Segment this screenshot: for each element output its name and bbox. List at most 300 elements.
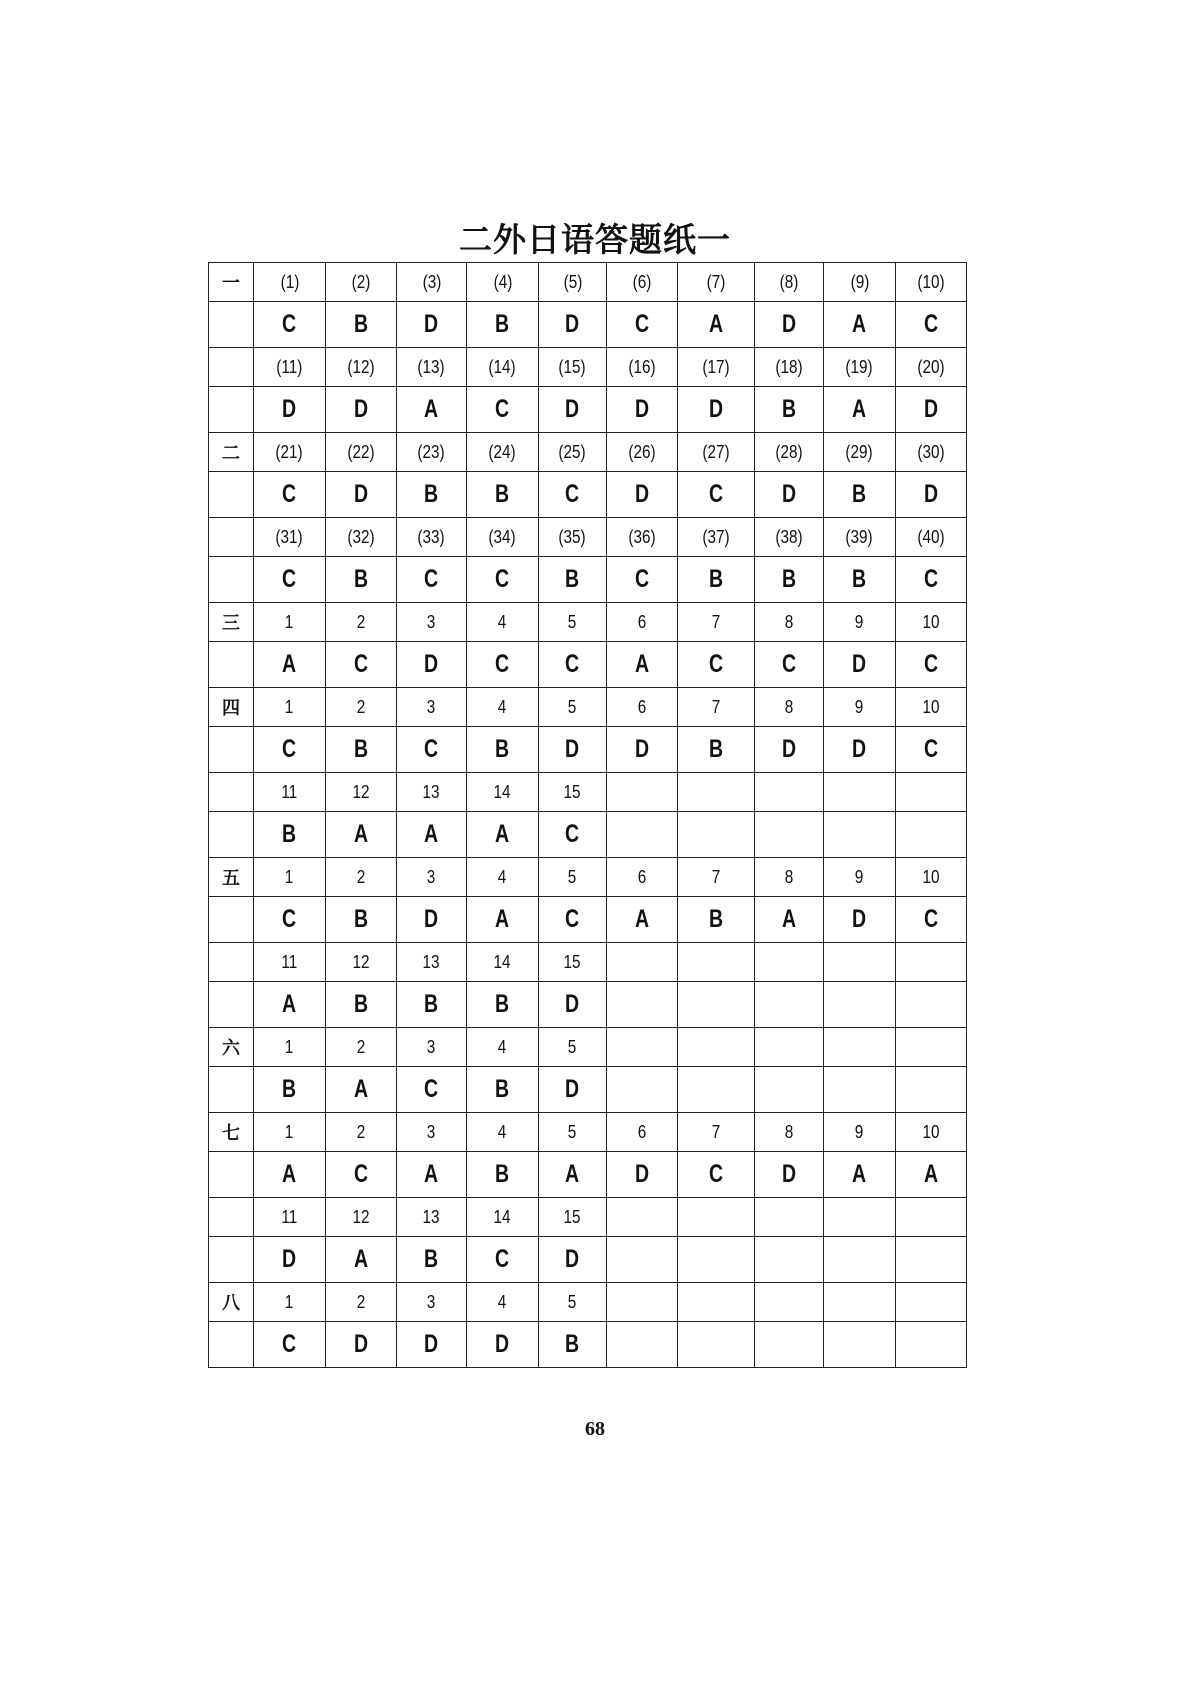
question-number-cell (397, 348, 467, 387)
question-number-cell (824, 1283, 896, 1322)
section-label (209, 1322, 254, 1368)
question-number-cell (539, 1198, 607, 1237)
answer-letter: B (495, 480, 510, 508)
question-number: 12 (352, 951, 370, 972)
answer-cell (467, 302, 539, 348)
question-number-cell (467, 1113, 539, 1152)
question-number: (35) (558, 526, 587, 547)
question-number: 1 (285, 1291, 294, 1312)
answer-letter: D (781, 480, 797, 508)
question-number: 9 (855, 696, 864, 717)
section-label (209, 472, 254, 518)
question-number-cell (397, 688, 467, 727)
answer-letter: A (282, 1160, 297, 1188)
question-number-cell (824, 688, 896, 727)
answer-letter: C (282, 735, 297, 763)
section-label (209, 348, 254, 387)
answer-cell (678, 472, 755, 518)
answer-letter: C (424, 565, 439, 593)
question-number: 2 (356, 866, 366, 887)
question-number-cell (539, 433, 607, 472)
answer-cell (254, 897, 326, 943)
question-number-cell (254, 518, 326, 557)
question-number-cell (254, 688, 326, 727)
answer-cell (326, 812, 397, 858)
answer-letter: D (852, 735, 867, 763)
question-number-cell (607, 603, 678, 642)
question-number-cell (755, 348, 824, 387)
question-number: 10 (922, 611, 940, 632)
question-number: 12 (352, 781, 370, 802)
answer-row (209, 1237, 967, 1283)
question-number: 9 (855, 866, 864, 887)
answer-letter: C (282, 310, 297, 338)
question-number: 8 (784, 866, 794, 887)
question-number-cell (678, 773, 755, 812)
question-number-cell (607, 1198, 678, 1237)
answer-letter: A (495, 905, 510, 933)
answer-cell (539, 642, 607, 688)
answer-cell (755, 1067, 824, 1113)
question-number-cell (539, 263, 607, 302)
question-number: (3) (422, 271, 441, 292)
section-label: 四 (209, 688, 254, 727)
question-number-cell (824, 858, 896, 897)
section-label (209, 812, 254, 858)
answer-cell (254, 812, 326, 858)
question-number: 14 (493, 1206, 512, 1227)
answer-letter: B (424, 480, 439, 508)
answer-cell (755, 387, 824, 433)
answer-cell (755, 727, 824, 773)
answer-letter: D (353, 480, 369, 508)
answer-cell (467, 387, 539, 433)
answer-cell (397, 1322, 467, 1368)
answer-cell (326, 1237, 397, 1283)
question-number: (34) (488, 526, 517, 547)
answer-cell (896, 897, 967, 943)
question-number-row (209, 433, 967, 472)
answer-cell (678, 982, 755, 1028)
section-label: 三 (209, 603, 254, 642)
answer-cell (678, 557, 755, 603)
answer-letter: C (282, 480, 297, 508)
question-number: 2 (356, 1291, 366, 1312)
answer-cell (397, 1067, 467, 1113)
question-number-cell (326, 348, 397, 387)
question-number-row (209, 1113, 967, 1152)
answer-letter: D (852, 905, 867, 933)
answer-cell (607, 557, 678, 603)
answer-letter: C (353, 1160, 369, 1188)
answer-row (209, 387, 967, 433)
answer-letter: C (565, 905, 580, 933)
question-number-cell (896, 773, 967, 812)
answer-cell (467, 1152, 539, 1198)
question-number: (21) (275, 441, 304, 462)
question-number-cell (467, 603, 539, 642)
question-number: 13 (422, 951, 441, 972)
question-number: (16) (628, 356, 656, 377)
answer-cell (755, 642, 824, 688)
answer-letter: C (282, 565, 297, 593)
question-number: 2 (356, 696, 366, 717)
answer-row (209, 982, 967, 1028)
question-number: 8 (784, 1121, 794, 1142)
answer-letter: A (353, 820, 369, 848)
answer-letter: C (424, 1075, 439, 1103)
answer-letter: B (353, 310, 369, 338)
question-number-cell (539, 348, 607, 387)
question-number: (20) (917, 356, 945, 377)
answer-cell (254, 982, 326, 1028)
answer-letter: D (565, 735, 580, 763)
question-number-cell (326, 943, 397, 982)
answer-letter: B (424, 1245, 439, 1273)
answer-letter: A (634, 650, 650, 678)
question-number-cell (824, 943, 896, 982)
answer-letter: D (708, 395, 724, 423)
question-number-cell (678, 858, 755, 897)
answer-cell (824, 812, 896, 858)
question-number-cell (755, 263, 824, 302)
question-number: 8 (784, 611, 794, 632)
answer-cell (824, 897, 896, 943)
answer-letter: B (495, 990, 510, 1018)
answer-cell (539, 472, 607, 518)
question-number: (25) (558, 441, 587, 462)
question-number-cell (678, 1028, 755, 1067)
question-number-cell (896, 263, 967, 302)
answer-letter: B (495, 735, 510, 763)
answer-cell (824, 642, 896, 688)
section-label (209, 1198, 254, 1237)
question-number: 2 (356, 1036, 366, 1057)
question-number: 15 (563, 1206, 582, 1227)
question-number-cell (397, 433, 467, 472)
question-number-cell (678, 1283, 755, 1322)
question-number: 10 (922, 696, 940, 717)
answer-letter: B (282, 1075, 297, 1103)
question-number-cell (824, 433, 896, 472)
question-number-cell (678, 433, 755, 472)
question-number: (31) (275, 526, 304, 547)
question-number: (39) (845, 526, 874, 547)
question-number: (30) (917, 441, 945, 462)
question-number-row (209, 858, 967, 897)
section-label: 一 (209, 263, 254, 302)
question-number-cell (607, 518, 678, 557)
question-number-cell (326, 688, 397, 727)
answer-cell (397, 1237, 467, 1283)
question-number-cell (397, 1283, 467, 1322)
answer-letter: A (634, 905, 650, 933)
answer-letter: D (495, 1330, 510, 1358)
question-number-cell (397, 518, 467, 557)
answer-letter: C (495, 395, 510, 423)
question-number: (12) (347, 356, 375, 377)
question-number-cell (607, 348, 678, 387)
answer-cell (896, 472, 967, 518)
section-label (209, 557, 254, 603)
answer-letter: D (424, 310, 439, 338)
question-number: 7 (711, 1121, 721, 1142)
question-number: (36) (628, 526, 656, 547)
answer-cell (896, 812, 967, 858)
answer-cell (254, 387, 326, 433)
question-number-cell (539, 1113, 607, 1152)
question-number: 1 (285, 866, 294, 887)
question-number: 7 (711, 696, 721, 717)
question-number-cell (397, 1113, 467, 1152)
answer-letter: D (353, 395, 369, 423)
question-number: 9 (855, 611, 864, 632)
question-number: 4 (498, 1036, 507, 1057)
section-label: 六 (209, 1028, 254, 1067)
answer-cell (607, 1152, 678, 1198)
question-number-cell (467, 943, 539, 982)
answer-cell (397, 387, 467, 433)
answer-letter: C (634, 565, 650, 593)
answer-letter: D (565, 1245, 580, 1273)
question-number-cell (896, 943, 967, 982)
answer-letter: C (495, 1245, 510, 1273)
question-number: 11 (281, 1206, 298, 1227)
answer-cell (467, 727, 539, 773)
answer-cell (824, 1067, 896, 1113)
question-number: 6 (637, 1121, 647, 1142)
question-number: (18) (775, 356, 803, 377)
question-number: 4 (498, 1121, 507, 1142)
answer-cell (678, 727, 755, 773)
question-number-cell (539, 773, 607, 812)
question-number-cell (467, 1028, 539, 1067)
answer-cell (896, 982, 967, 1028)
answer-cell (824, 557, 896, 603)
answer-cell (896, 1237, 967, 1283)
answer-cell (896, 302, 967, 348)
question-number: (37) (702, 526, 730, 547)
answer-cell (326, 1152, 397, 1198)
answer-cell (254, 1322, 326, 1368)
question-number-cell (678, 688, 755, 727)
question-number: 5 (568, 866, 577, 887)
question-number: (4) (493, 271, 512, 292)
question-number: (17) (702, 356, 730, 377)
answer-letter: D (781, 735, 797, 763)
question-number-cell (397, 1028, 467, 1067)
question-number-row (209, 773, 967, 812)
question-number: (1) (280, 271, 299, 292)
answer-letter: B (708, 565, 724, 593)
question-number-cell (607, 433, 678, 472)
question-number-cell (678, 1198, 755, 1237)
question-number: 1 (285, 696, 294, 717)
answer-letter: D (565, 395, 580, 423)
question-number: 3 (427, 866, 436, 887)
answer-letter: C (923, 565, 939, 593)
answer-cell (607, 302, 678, 348)
question-number-cell (678, 348, 755, 387)
question-number-cell (896, 603, 967, 642)
answer-cell (397, 557, 467, 603)
answer-letter: B (852, 480, 867, 508)
question-number-cell (607, 688, 678, 727)
answer-cell (254, 1152, 326, 1198)
answer-letter: B (353, 905, 369, 933)
question-number-row (209, 688, 967, 727)
page-title: 二外日语答题纸一 (459, 220, 731, 259)
answer-letter: C (923, 905, 939, 933)
answer-letter: B (353, 735, 369, 763)
answer-letter: C (424, 735, 439, 763)
answer-letter: A (495, 820, 510, 848)
question-number: 2 (356, 1121, 366, 1142)
answer-cell (539, 897, 607, 943)
question-number: 10 (922, 866, 940, 887)
answer-letter: D (634, 1160, 650, 1188)
question-number-cell (326, 603, 397, 642)
question-number-cell (824, 1198, 896, 1237)
answer-cell (326, 982, 397, 1028)
answer-cell (326, 472, 397, 518)
answer-cell (896, 1152, 967, 1198)
question-number: (32) (347, 526, 375, 547)
answer-letter: C (495, 650, 510, 678)
question-number-cell (254, 348, 326, 387)
question-number-cell (467, 1283, 539, 1322)
answer-letter: B (781, 565, 797, 593)
question-number: (9) (850, 271, 869, 292)
question-number-cell (824, 773, 896, 812)
question-number-cell (896, 1198, 967, 1237)
question-number-cell (397, 1198, 467, 1237)
answer-letter: B (495, 1075, 510, 1103)
answer-cell (254, 642, 326, 688)
answer-cell (678, 387, 755, 433)
question-number-cell (824, 348, 896, 387)
question-number: (19) (845, 356, 874, 377)
answer-row (209, 1152, 967, 1198)
answer-cell (539, 557, 607, 603)
answer-cell (326, 1322, 397, 1368)
question-number-cell (896, 1113, 967, 1152)
answer-cell (607, 897, 678, 943)
answer-letter: C (708, 480, 724, 508)
answer-cell (254, 1237, 326, 1283)
question-number-cell (539, 1283, 607, 1322)
question-number-cell (254, 943, 326, 982)
question-number: 5 (568, 696, 577, 717)
answer-cell (755, 982, 824, 1028)
answer-row (209, 1322, 967, 1368)
question-number: (29) (845, 441, 874, 462)
answer-letter: D (923, 480, 939, 508)
question-number: (11) (276, 356, 303, 377)
question-number: 7 (711, 611, 721, 632)
answer-cell (397, 642, 467, 688)
question-number: (5) (563, 271, 582, 292)
answer-letter: C (923, 310, 939, 338)
answer-letter: D (565, 1075, 580, 1103)
answer-cell (896, 1067, 967, 1113)
answer-letter: D (565, 990, 580, 1018)
answer-cell (254, 302, 326, 348)
question-number: 8 (784, 696, 794, 717)
question-number-cell (607, 1283, 678, 1322)
question-number-cell (896, 858, 967, 897)
answer-letter: B (353, 565, 369, 593)
question-number: 10 (922, 1121, 940, 1142)
question-number-cell (678, 263, 755, 302)
question-number: 5 (568, 611, 577, 632)
section-label (209, 518, 254, 557)
answer-cell (607, 1067, 678, 1113)
question-number-cell (539, 603, 607, 642)
answer-cell (824, 1152, 896, 1198)
answer-letter: B (781, 395, 797, 423)
section-label (209, 387, 254, 433)
answer-cell (824, 727, 896, 773)
answer-cell (755, 302, 824, 348)
answer-row (209, 472, 967, 518)
answer-cell (539, 302, 607, 348)
answer-letter: D (282, 395, 297, 423)
answer-letter: D (923, 395, 939, 423)
answer-letter: A (565, 1160, 580, 1188)
question-number-cell (824, 603, 896, 642)
answer-cell (326, 557, 397, 603)
answer-cell (755, 557, 824, 603)
answer-cell (678, 1152, 755, 1198)
answer-cell (397, 982, 467, 1028)
answer-cell (539, 1152, 607, 1198)
question-number: 3 (427, 696, 436, 717)
answer-cell (607, 472, 678, 518)
answer-cell (397, 1152, 467, 1198)
question-number-cell (397, 943, 467, 982)
question-number-cell (896, 1283, 967, 1322)
question-number-cell (896, 1028, 967, 1067)
answer-letter: A (424, 1160, 439, 1188)
section-label (209, 897, 254, 943)
question-number-cell (467, 858, 539, 897)
question-number-cell (607, 1028, 678, 1067)
answer-cell (254, 1067, 326, 1113)
section-label: 七 (209, 1113, 254, 1152)
question-number-cell (254, 773, 326, 812)
answer-row (209, 302, 967, 348)
question-number: 9 (855, 1121, 864, 1142)
answer-cell (326, 897, 397, 943)
answer-cell (539, 387, 607, 433)
question-number-cell (607, 943, 678, 982)
question-number: (22) (347, 441, 375, 462)
question-number: 15 (563, 781, 582, 802)
answer-cell (896, 642, 967, 688)
answer-letter: C (353, 650, 369, 678)
question-number-cell (755, 688, 824, 727)
answer-cell (254, 557, 326, 603)
question-number: 1 (285, 611, 294, 632)
section-label (209, 1237, 254, 1283)
answer-cell (755, 812, 824, 858)
question-number-cell (539, 688, 607, 727)
question-number-cell (326, 1283, 397, 1322)
answer-cell (755, 1152, 824, 1198)
section-label (209, 1067, 254, 1113)
answer-cell (607, 812, 678, 858)
